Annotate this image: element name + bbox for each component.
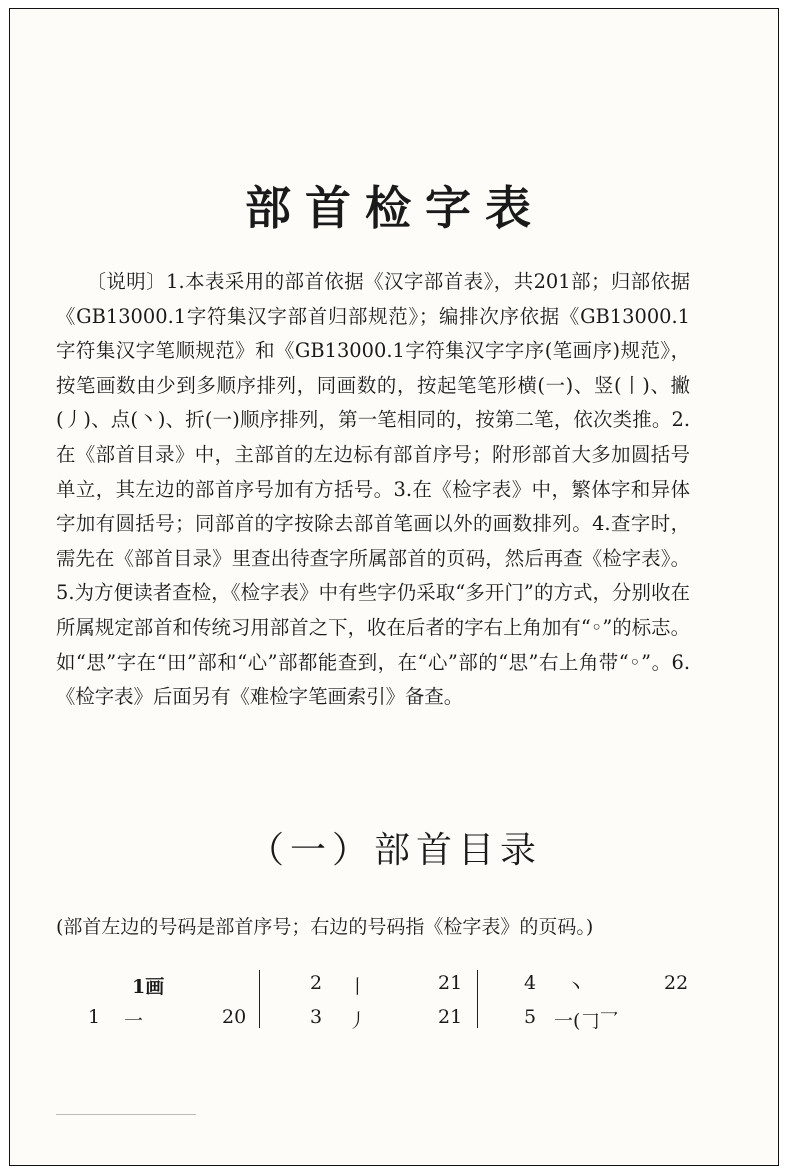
radical-glyph: 一 <box>124 1010 144 1032</box>
index-column-1 <box>56 968 248 1030</box>
radical-number: 1 <box>88 1006 101 1028</box>
index-column-3 <box>488 968 698 1030</box>
section-title: （一）部首目录 <box>247 830 542 871</box>
radical-number: 3 <box>310 1006 323 1028</box>
footer-rule <box>56 1114 196 1115</box>
radical-glyph: 一(𠃌乛 <box>554 1010 619 1032</box>
column-divider <box>259 970 260 1028</box>
radical-page: 21 <box>438 1006 463 1028</box>
explanation-paragraph <box>56 265 690 715</box>
stroke-group-heading: 1画 <box>132 976 165 998</box>
radical-glyph: 丿 <box>348 1010 368 1032</box>
explanation-text: 〔说明〕1.本表采用的部首依据《汉字部首表》，共201部；归部依据《GB13000.1字符集汉字部首归部规范》；编排次序依据《GB13000.1字符集汉字笔顺规范》和《GB13000.1字符集汉字字序(笔画序)规范》，按笔画数由少到多顺序排列，同画数的，按起笔笔形横(一)、竖(丨)、撇(丿)、点(丶)、折(一)顺序排列，第一笔相同的，按第二笔，依次类推。2.在《部首目录》中，主部首的左边标有部首序号；附形部首大多加圆括号单立，其左边的部首序号加有方括号。3.在《检字表》中，繁体字和异体字加有圆括号；同部首的字按除去部首笔画以外的画数排列。4.查字时，需先在《部首目录》里查出待查字所属部首的页码，然后再查《检字表》。5.为方便读者查检，《检字表》中有些字仍采取“多开门”的方式，分别收在所属规定部首和传统习用部首之下，收在后者的字右上角加有“◦”的标志。如“思”字在“田”部和“心”部都能查到，在“心”部的“思”右上角带“◦”。6.《检字表》后面另有《难检字笔画索引》备查。 <box>56 270 690 709</box>
radical-index-table <box>56 968 706 1038</box>
radical-glyph: 丨 <box>348 976 368 998</box>
index-column-2 <box>270 968 470 1030</box>
radical-page: 22 <box>664 972 689 994</box>
radical-number: 5 <box>524 1006 537 1028</box>
radical-glyph: 丶 <box>566 976 586 998</box>
radical-page: 20 <box>222 1006 247 1028</box>
column-divider <box>477 970 478 1028</box>
radical-number: 4 <box>524 972 537 994</box>
section-note: (部首左边的号码是部首序号；右边的号码指《检字表》的页码。) <box>56 916 594 938</box>
radical-number: 2 <box>310 972 323 994</box>
radical-page: 21 <box>438 972 463 994</box>
page-title: 部首检字表 <box>245 181 545 235</box>
